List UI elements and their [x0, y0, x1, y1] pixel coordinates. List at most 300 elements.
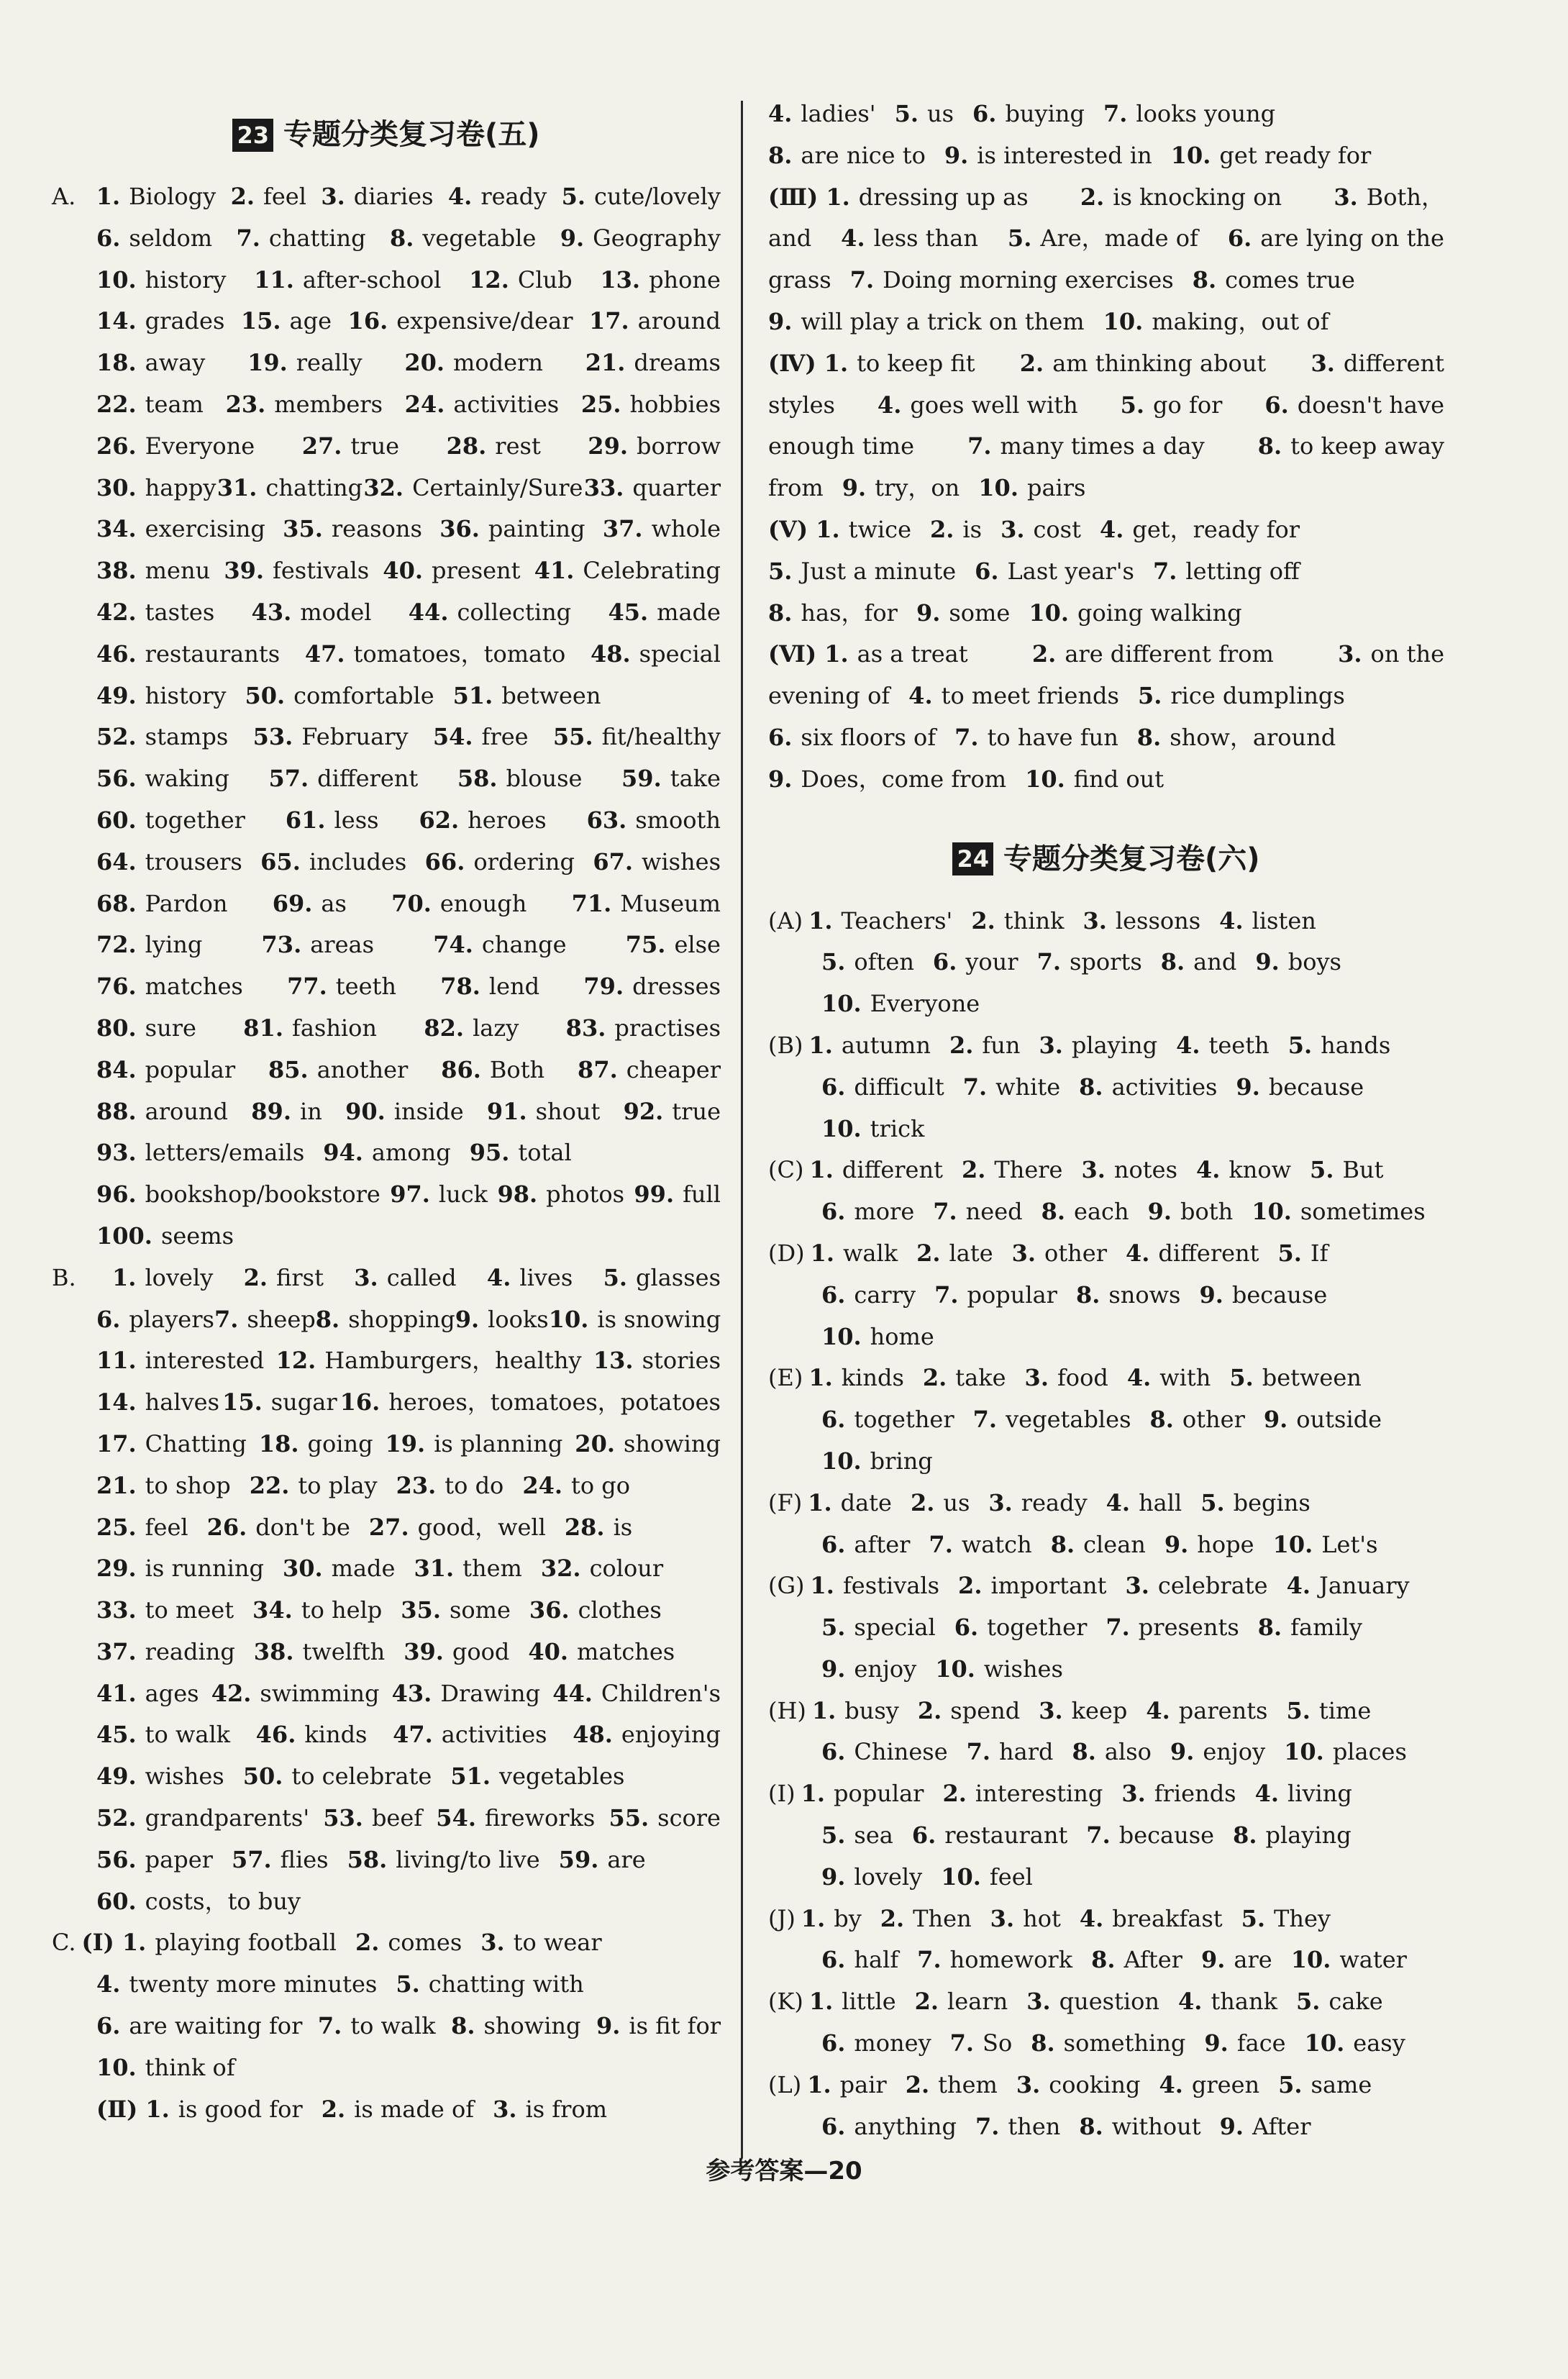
answer-text: and: [768, 224, 812, 253]
question-number: 18.: [258, 1429, 299, 1457]
question-number: 2.: [914, 1988, 939, 2016]
answer-item: [880, 1898, 972, 1940]
answer-line: [768, 135, 1444, 177]
answer-item: [768, 177, 1029, 219]
question-number: 6.: [96, 2012, 121, 2040]
answer-text: enjoying: [621, 1721, 721, 1749]
answer-text: interested: [145, 1347, 265, 1375]
answer-item: [811, 1565, 940, 1607]
question-number: 29.: [588, 432, 628, 460]
answer-item: [529, 1590, 662, 1632]
answer-item: [821, 1857, 922, 1898]
question-number: 46.: [255, 1721, 296, 1749]
answer-text: carry: [854, 1281, 916, 1309]
question-number: 34.: [252, 1596, 293, 1624]
question-number: 1.: [801, 1904, 826, 1932]
part-label: A.: [52, 183, 76, 210]
answer-text: take: [670, 765, 721, 793]
question-number: 41.: [96, 1679, 137, 1707]
answer-text: little: [842, 1988, 896, 2016]
answer-text: is made of: [354, 2095, 475, 2123]
answer-text: enough time: [768, 432, 915, 460]
answer-item: [821, 2106, 957, 2148]
answer-item: [439, 509, 585, 550]
answer-line: [52, 468, 721, 509]
question-number: 6.: [975, 557, 999, 585]
answer-item: [1146, 1691, 1267, 1732]
answer-text: places: [1332, 1738, 1407, 1766]
answer-item: [1171, 135, 1372, 177]
question-number: 10.: [1029, 599, 1069, 627]
question-number: 2.: [930, 515, 954, 543]
answer-text: dreams: [634, 349, 721, 377]
answer-text: clean: [1083, 1530, 1146, 1558]
answer-text: try，on: [875, 474, 960, 502]
answer-text: hobbies: [629, 390, 721, 418]
answer-text: menu: [145, 557, 211, 585]
answer-line: [768, 509, 1444, 551]
answer-text: is: [962, 515, 983, 543]
answer-item: [553, 717, 721, 758]
answer-text: pair: [839, 2070, 887, 2098]
answer-text: expensive/dear: [396, 307, 573, 335]
answer-item: [978, 468, 1085, 509]
answer-text: festivals: [273, 557, 370, 585]
answer-item: [821, 1732, 948, 1773]
answer-line: [52, 1507, 721, 1549]
answer-text: begins: [1233, 1488, 1311, 1516]
answer-item: [1026, 1981, 1159, 2023]
question-number: 76.: [96, 973, 137, 1001]
answer-text: sea: [854, 1821, 893, 1850]
answer-text: are waiting for: [129, 2012, 303, 2040]
question-number: 57.: [231, 1845, 272, 1873]
answer-line: [768, 634, 1444, 676]
question-number: 3.: [1000, 515, 1025, 543]
question-number: 4.: [1176, 1031, 1200, 1059]
question-number: 5.: [821, 1821, 846, 1850]
answer-item: [1100, 509, 1300, 551]
answer-text: Both，: [1366, 183, 1444, 211]
answer-text: is planning: [434, 1429, 563, 1457]
question-number: 54.: [436, 1804, 476, 1832]
answer-item: [96, 758, 229, 800]
answer-line: [52, 1465, 721, 1507]
answer-item: [1200, 1483, 1311, 1524]
question-number: 3.: [1081, 1156, 1106, 1184]
question-number: 5.: [1277, 1239, 1302, 1267]
answer-text: often: [854, 948, 914, 976]
question-number: 7.: [214, 1305, 239, 1333]
answer-item: [96, 1714, 230, 1756]
answer-text: after: [854, 1530, 911, 1558]
question-number: 7.: [317, 2012, 342, 2040]
question-number: 10.: [1272, 1530, 1313, 1558]
answer-line: [52, 1382, 721, 1424]
part-label: (G): [768, 1572, 805, 1600]
question-number: 3.: [1338, 640, 1362, 668]
question-number: 3.: [493, 2095, 517, 2123]
answer-text: exercising: [145, 515, 265, 543]
answer-text: is interested in: [977, 141, 1152, 169]
answer-item: [96, 1382, 219, 1424]
answer-text: each: [1074, 1198, 1129, 1226]
answer-item: [1121, 385, 1223, 427]
answer-item: [1041, 1191, 1129, 1233]
question-number: 6.: [1264, 391, 1289, 419]
question-number: 2.: [321, 2095, 346, 2123]
question-number: 1.: [810, 1572, 834, 1600]
question-number: 4.: [1195, 1156, 1221, 1184]
answer-text: walk: [843, 1239, 898, 1267]
question-number: 4.: [1254, 1780, 1279, 1808]
answer-item: [1159, 2065, 1259, 2106]
question-number: 18.: [96, 349, 137, 377]
question-number: 51.: [450, 1762, 491, 1791]
answer-text: to do: [445, 1471, 504, 1499]
answer-text: Does，come from: [801, 765, 1007, 793]
question-number: 9.: [1236, 1073, 1260, 1101]
answer-text: together: [145, 806, 245, 834]
question-number: 4.: [1219, 906, 1244, 934]
answer-item: [96, 468, 216, 509]
answer-item: [1252, 1191, 1425, 1233]
part-label: (B): [768, 1031, 803, 1059]
answer-item: [906, 2065, 998, 2106]
answer-line: [52, 592, 721, 634]
answer-text: date: [840, 1488, 892, 1516]
answer-text: different: [1343, 349, 1444, 377]
answer-text: think of: [145, 2053, 235, 2081]
answer-text: Chinese: [854, 1738, 948, 1766]
question-number: 8.: [1075, 1281, 1100, 1309]
answer-item: [588, 426, 721, 468]
answer-text: quarter: [632, 473, 721, 501]
answer-text: lovely: [145, 1263, 214, 1291]
answer-item: [244, 1257, 324, 1299]
part-label: (J): [768, 1904, 796, 1932]
answer-text: practises: [614, 1014, 721, 1042]
answer-item: [96, 1798, 309, 1839]
answer-text: There: [994, 1156, 1063, 1184]
answer-text: hands: [1321, 1031, 1391, 1059]
answer-item: [949, 1025, 1020, 1067]
answer-item: [975, 551, 1134, 593]
answer-text: friends: [1154, 1780, 1236, 1808]
answer-text: activities: [1111, 1073, 1218, 1101]
answer-text: take: [955, 1364, 1006, 1392]
answer-text: Are，made of: [1040, 224, 1198, 253]
answer-text: photos: [546, 1181, 625, 1209]
question-number: 31.: [216, 473, 257, 501]
answer-text: us: [943, 1488, 970, 1516]
answer-item: [809, 1981, 896, 2023]
answer-text: styles: [768, 391, 835, 419]
question-number: 8.: [1257, 1614, 1282, 1642]
answer-item: [441, 1050, 544, 1091]
answer-item: [1032, 634, 1274, 676]
answer-item: [1278, 1233, 1328, 1275]
answer-item: [559, 1839, 646, 1881]
answer-text: something: [1063, 2029, 1186, 2057]
answer-item: [1106, 1607, 1239, 1649]
question-number: 4.: [447, 183, 473, 210]
answer-text: are different from: [1065, 640, 1274, 668]
answer-line: [768, 2065, 1444, 2106]
answer-text: go for: [1153, 391, 1223, 419]
answer-text: busy: [844, 1696, 899, 1724]
answer-text: activities: [441, 1721, 547, 1749]
answer-item: [469, 260, 572, 301]
answer-text: fashion: [291, 1014, 378, 1042]
question-number: 2.: [1031, 640, 1057, 668]
answer-item: [809, 1150, 943, 1191]
question-number: 4.: [1178, 1988, 1203, 2016]
answer-line: [768, 901, 1444, 942]
answer-text: are: [1234, 1946, 1272, 1974]
answer-item: [1081, 1150, 1177, 1191]
question-number: 29.: [96, 1555, 137, 1583]
answer-item: [1025, 759, 1164, 801]
answer-item: [497, 1174, 624, 1216]
question-number: 47.: [304, 640, 345, 668]
section-title-text: 专题分类复习卷(六): [1003, 842, 1260, 875]
answer-text: letters/emails: [145, 1139, 305, 1167]
question-number: 60.: [96, 1887, 137, 1915]
question-number: 100.: [96, 1222, 152, 1250]
question-number: 41.: [534, 557, 575, 585]
answer-line: [52, 1132, 721, 1174]
question-number: 38.: [253, 1637, 294, 1665]
part-label: (D): [768, 1239, 805, 1267]
answer-item: [593, 1340, 721, 1382]
answer-line: [52, 1050, 721, 1091]
answer-item: [585, 342, 721, 384]
answer-text: together: [854, 1406, 954, 1434]
answer-item: [768, 551, 956, 593]
answer-text: lives: [519, 1263, 573, 1291]
question-number: 4.: [1126, 1364, 1152, 1392]
answer-item: [96, 550, 210, 592]
answer-text: glasses: [635, 1263, 721, 1291]
question-number: 3.: [1082, 906, 1107, 934]
question-number: 23.: [225, 390, 266, 418]
question-number: 6.: [821, 1530, 846, 1558]
answer-text: sugar: [270, 1388, 337, 1416]
question-number: 4.: [1126, 1239, 1150, 1267]
question-number: 50.: [245, 681, 286, 709]
answer-item: [821, 1524, 910, 1566]
answer-line: [52, 176, 721, 218]
answer-line: [52, 758, 721, 800]
answer-line: [52, 1091, 721, 1133]
question-number: 2.: [1080, 183, 1105, 211]
answer-line: [768, 1773, 1444, 1815]
question-number: 43.: [251, 598, 292, 626]
question-number: 5.: [1278, 2070, 1303, 2098]
answer-line: [52, 924, 721, 966]
question-number: 3.: [480, 1929, 505, 1957]
answer-text: cute/lovely: [594, 183, 721, 210]
answer-text: whole: [651, 515, 721, 543]
answer-item: [1138, 676, 1345, 717]
answer-text: history: [145, 681, 227, 709]
answer-item: [457, 758, 583, 800]
question-number: 83.: [565, 1014, 606, 1042]
question-number: (Ⅵ) 1.: [768, 640, 849, 668]
answer-line: [768, 1067, 1444, 1109]
answer-item: [565, 1507, 632, 1549]
question-number: 72.: [96, 931, 137, 959]
question-number: 14.: [96, 1388, 137, 1416]
answer-text: score: [657, 1804, 721, 1832]
question-number: 10.: [821, 1322, 862, 1350]
question-number: 10.: [96, 2053, 137, 2081]
answer-item: [96, 1507, 188, 1549]
answer-line: [768, 1150, 1444, 1191]
answer-item: [493, 2089, 607, 2131]
question-number: 52.: [96, 723, 137, 751]
answer-text: between: [501, 681, 601, 709]
answer-text: reasons: [331, 515, 422, 543]
answer-item: [283, 509, 422, 550]
answer-item: [232, 1839, 329, 1881]
answer-item: [112, 1257, 213, 1299]
question-number: 6.: [821, 1073, 846, 1101]
answer-line: [768, 1483, 1444, 1524]
answer-item: [1241, 1898, 1331, 1940]
answer-text: After: [1123, 1946, 1182, 1974]
answer-text: playing: [1265, 1821, 1352, 1850]
answer-item: [1029, 593, 1241, 634]
answer-item: [821, 1316, 934, 1358]
answer-text: areas: [310, 931, 375, 959]
answer-text: enough: [439, 889, 527, 917]
answer-item: [624, 1091, 721, 1133]
answer-text: ready: [1021, 1488, 1088, 1516]
question-number: 22.: [96, 390, 137, 418]
question-number: 7.: [966, 1738, 991, 1766]
answer-item: [436, 1798, 595, 1839]
answer-text: collecting: [457, 598, 572, 626]
question-number: 42.: [211, 1679, 252, 1707]
answer-text: after-school: [302, 265, 442, 294]
answer-item: [214, 1299, 316, 1341]
answer-line: [768, 1109, 1444, 1150]
answer-text: need: [965, 1198, 1023, 1226]
answer-line: [52, 1548, 721, 1590]
answer-line: [52, 676, 721, 717]
answer-item: [369, 1507, 546, 1549]
answer-item: [250, 1465, 378, 1507]
answer-text: free: [481, 723, 529, 751]
answer-line: [52, 509, 721, 550]
section-title-text: 专题分类复习卷(五): [283, 118, 540, 151]
answer-item: [768, 593, 898, 634]
part-label: (H): [768, 1696, 806, 1724]
answer-item: [96, 717, 228, 758]
answer-line: [768, 1565, 1444, 1607]
answer-item: [393, 1714, 547, 1756]
answer-text: to have fun: [987, 723, 1118, 751]
question-number: 2.: [910, 1488, 935, 1516]
part-label: B.: [52, 1263, 76, 1291]
answer-item: [96, 1008, 196, 1050]
answer-item: [821, 1441, 933, 1483]
answer-line: [768, 1857, 1444, 1898]
answer-text: wishes: [983, 1655, 1063, 1683]
answer-item: [1311, 343, 1445, 385]
question-number: 10.: [1025, 765, 1065, 793]
answer-item: [1255, 1773, 1352, 1815]
answer-item: [404, 1632, 509, 1673]
question-number: 89.: [251, 1097, 291, 1125]
question-number: 57.: [268, 765, 309, 793]
section-title-24: [768, 818, 1444, 901]
answer-item: [252, 592, 372, 634]
question-number: 9.: [842, 474, 867, 502]
question-number: 1.: [808, 906, 833, 934]
answer-text: popular: [145, 1055, 236, 1083]
answer-text: another: [316, 1055, 409, 1083]
question-number: 2.: [942, 1780, 967, 1808]
question-number: 44.: [408, 598, 449, 626]
answer-text: goes well with: [910, 391, 1078, 419]
answer-text: water: [1339, 1946, 1407, 1974]
question-number: 10.: [935, 1655, 975, 1683]
answer-text: celebrate: [1157, 1572, 1268, 1600]
answer-item: [578, 1050, 721, 1091]
answer-line: [768, 1939, 1444, 1981]
question-number: 58.: [457, 765, 498, 793]
question-number: 8.: [1091, 1946, 1116, 1974]
question-number: 7.: [967, 432, 992, 460]
answer-item: [222, 1382, 337, 1424]
question-number: 93.: [96, 1139, 137, 1167]
answer-text: around: [637, 307, 721, 335]
answer-item: [1153, 551, 1300, 593]
question-number: 5.: [1200, 1488, 1225, 1516]
question-number: 9.: [916, 599, 941, 627]
answer-text: dressing up as: [858, 183, 1029, 211]
answer-text: as: [321, 889, 347, 917]
answer-item: [1258, 426, 1444, 468]
question-number: 3.: [1039, 1696, 1063, 1724]
question-number: 3.: [1039, 1031, 1063, 1059]
question-number: 8.: [1233, 1821, 1257, 1850]
answer-text: grades: [145, 307, 225, 335]
answer-item: [1291, 1939, 1407, 1981]
answer-text: to wear: [513, 1929, 602, 1957]
answer-text: lend: [488, 973, 540, 1001]
answer-line: [768, 2106, 1444, 2148]
question-number: 17.: [588, 307, 629, 335]
question-number: 9.: [821, 1655, 846, 1683]
answer-line: [52, 842, 721, 883]
answer-item: [96, 342, 205, 384]
answer-item: [231, 176, 306, 218]
answer-item: [96, 1340, 264, 1382]
answer-item: [768, 759, 1006, 801]
question-number: 1.: [801, 1780, 826, 1808]
answer-item: [768, 509, 911, 551]
answer-item: [589, 301, 721, 342]
question-number: (Ⅱ) 1.: [96, 2095, 170, 2123]
answer-text: fireworks: [484, 1804, 596, 1832]
answer-item: [405, 384, 560, 426]
answer-line: [768, 260, 1444, 301]
question-number: 10.: [821, 1114, 862, 1142]
